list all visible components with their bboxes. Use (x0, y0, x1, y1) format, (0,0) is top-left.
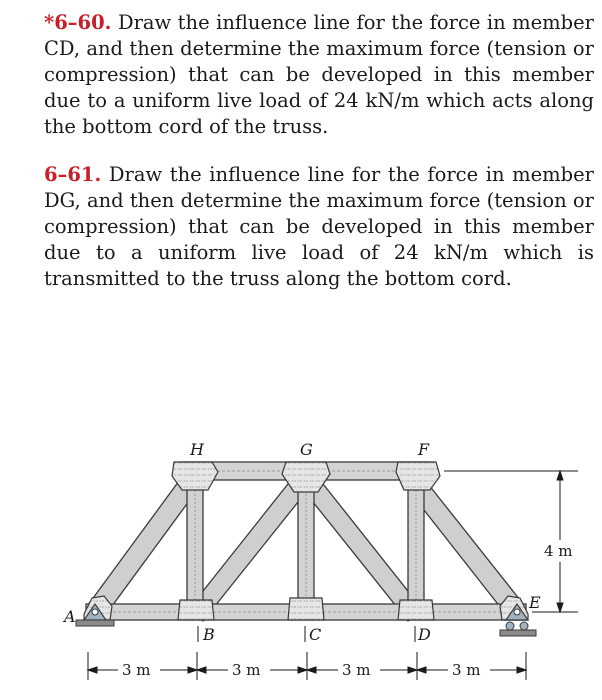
span-dimensions (88, 652, 526, 680)
member-AH (88, 470, 203, 617)
label-B: B (203, 625, 215, 644)
problem-number: 6–61. (44, 163, 102, 186)
span-dim-4: 3 m (452, 661, 481, 679)
label-G: G (300, 440, 313, 459)
truss-diagram (0, 430, 602, 696)
span-dim-1: 3 m (122, 661, 151, 679)
gusset-H (172, 462, 218, 490)
problem-text: Draw the influence line for the force in member DG, and then determine the maximum force (tension or compression) that can be developed in this member due to a uniform live load of 24 kN/m which is transmitted to the truss along the bottom cord. (44, 163, 594, 290)
span-dim-2: 3 m (232, 661, 261, 679)
label-D: D (418, 625, 431, 644)
height-dim-label: 4 m (544, 542, 573, 560)
span-dim-3: 3 m (342, 661, 371, 679)
problem-number: *6–60. (44, 11, 112, 34)
truss-figure (0, 430, 602, 696)
gusset-C (288, 598, 324, 620)
problem-6-60 (44, 10, 594, 140)
gusset-F (396, 462, 440, 490)
problem-6-61 (44, 162, 594, 292)
label-A: A (64, 607, 76, 626)
label-H: H (190, 440, 204, 459)
label-F: F (418, 440, 430, 459)
problem-text: Draw the influence line for the force in member CD, and then determine the maximum force (tension or compression) that can be developed in this member due to a uniform live load of 24 kN/m which acts along the bottom cord of the truss. (44, 11, 595, 138)
label-C: C (309, 625, 322, 644)
gusset-B (178, 600, 214, 620)
gusset-D (398, 600, 434, 620)
label-E: E (529, 593, 541, 612)
